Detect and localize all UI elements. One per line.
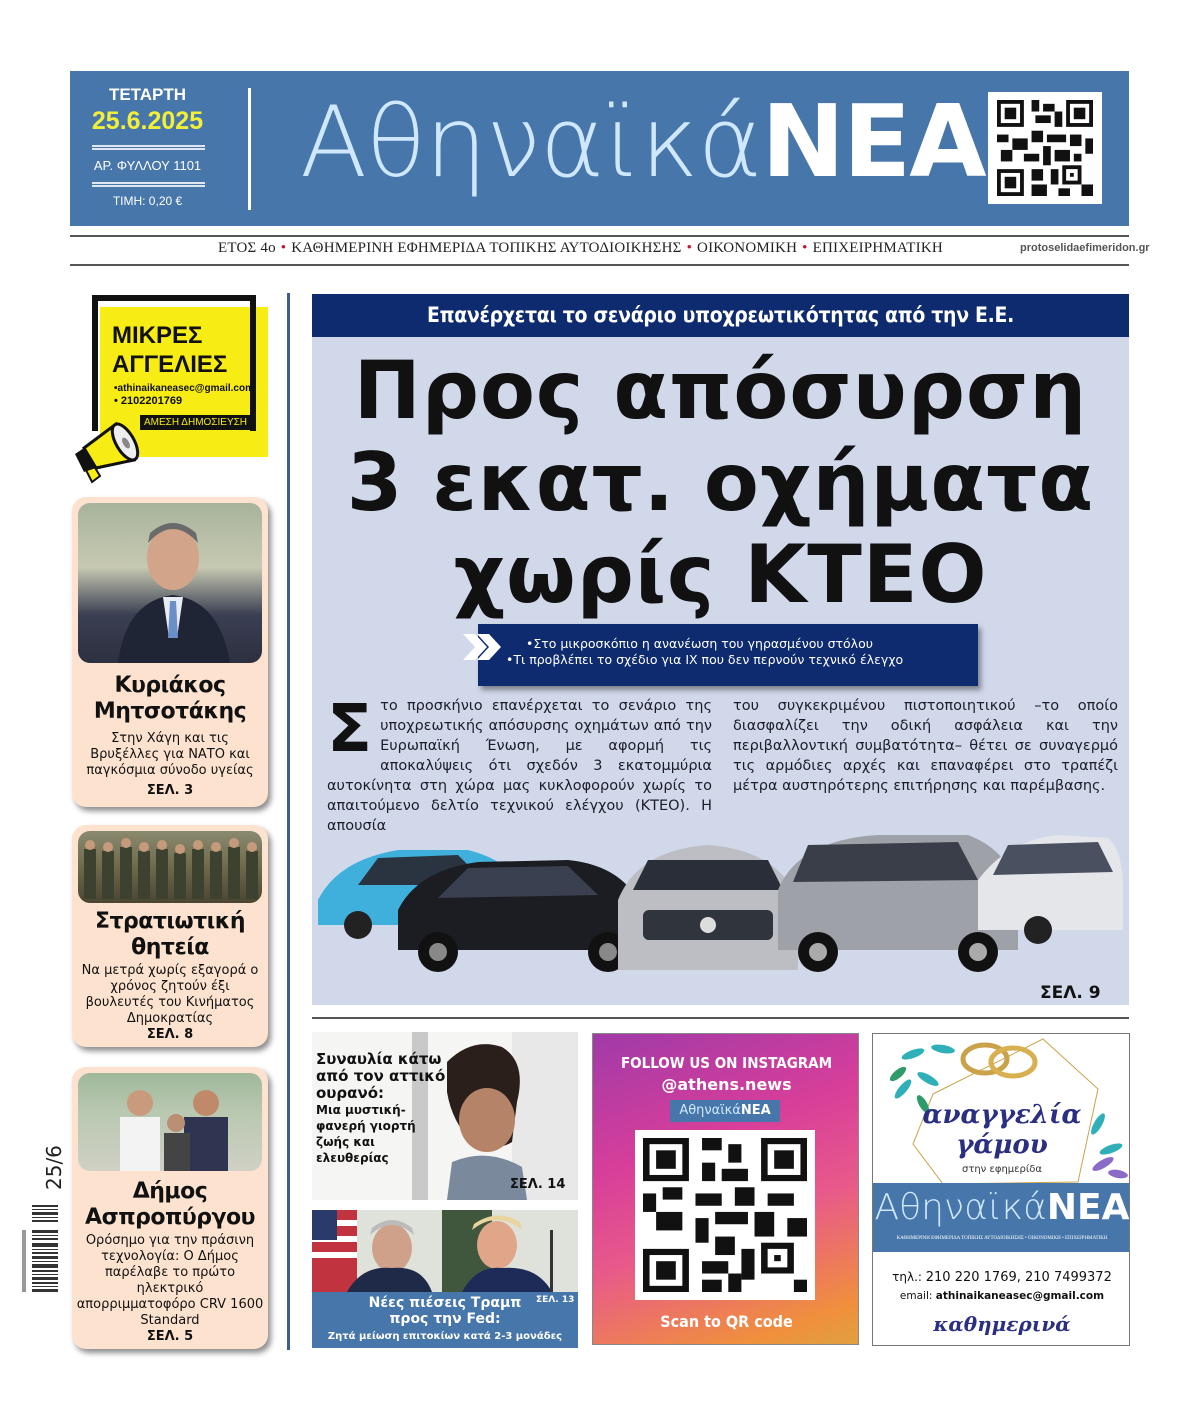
ad-title — [873, 1100, 1130, 1160]
story-kicker: Επανέρχεται το σενάριο υποχρεωτικότητας από την Ε.Ε. — [312, 294, 1129, 337]
card-title-line: Κυριάκος — [114, 673, 226, 698]
weekday: ΤΕΤΑΡΤΗ — [108, 85, 187, 104]
story-body-column-1 — [327, 690, 712, 836]
card-title-line: Ασπροπύργου — [85, 1205, 255, 1230]
headline-line: χωρίς ΚΤΕΟ — [453, 528, 988, 621]
card-title-line: Δήμος — [132, 1179, 208, 1204]
cars-photo — [318, 830, 1123, 980]
headline-line: Προς απόσυρση — [353, 344, 1088, 437]
page-ref: ΣΕΛ. 13 — [536, 1295, 575, 1305]
tagline-item: ΕΠΙΧΕΙΡΗΜΑΤΙΚΗ — [812, 240, 943, 256]
card-summary: Να μετρά χωρίς εξαγορά ο χρόνος ζητούν έξι βουλευτές του Κινήματος Δημοκρατίας — [81, 963, 259, 1026]
tagline-item: ΟΙΚΟΝΟΜΙΚΗ — [697, 240, 798, 256]
instagram-handle[interactable]: @athens.news — [661, 1075, 792, 1094]
card-title-line: Μητσοτάκης — [93, 699, 247, 724]
megaphone-icon — [72, 410, 142, 489]
teaser-subtitle: Μια μυστική-φανερή γιορτή ζωής και ελευθερίας — [316, 1103, 416, 1165]
promo-title: FOLLOW US ON INSTAGRAM — [620, 1054, 833, 1072]
double-chevron-icon — [463, 632, 507, 666]
divider — [92, 182, 205, 187]
teaser-fed[interactable] — [312, 1210, 578, 1348]
ad-phone — [873, 1270, 1130, 1285]
teaser-title-line: Νέες πιέσεις Τραμπ — [368, 1295, 522, 1311]
card-title-line: Στρατιωτική — [94, 909, 246, 934]
card-summary: Ορόσημο για την πράσινη τεχνολογία: Ο Δήμος παρέλαβε το πρώτο ηλεκτρικό απορριμματοφόρο CRV 1600 Standard — [76, 1233, 264, 1328]
email-label: email: — [899, 1290, 933, 1302]
soldiers-photo — [78, 831, 262, 903]
barcode — [14, 1145, 66, 1300]
ad-title-line: ΜΙΚΡΕΣ — [112, 322, 203, 349]
rule — [312, 1017, 1129, 1019]
card-summary: Στην Χάγη και τις Βρυξέλλες για ΝΑΤΟ και παγκόσμια σύνοδο υγείας — [86, 731, 254, 778]
highlight-item: •Τι προβλέπει το σχέδιο για ΙΧ που δεν περνούν τεχνικό έλεγχο — [506, 652, 904, 667]
qr-code-icon[interactable] — [635, 1130, 815, 1300]
scan-cta: Scan to QR code — [660, 1312, 793, 1331]
teaser-title: Συναυλία κάτω από τον αττικό ουρανό: — [316, 1050, 446, 1102]
issue-date: 25.6.2025 — [91, 107, 204, 135]
card-title — [72, 909, 268, 961]
tagline-year: ΕΤΟΣ 4ο — [218, 240, 276, 256]
sidebar-story-military[interactable] — [72, 825, 268, 1047]
story-body-column-2 — [733, 696, 1118, 796]
logo-tagline: ΚΑΘΗΜΕΡΙΝΗ ΕΦΗΜΕΡΙΔΑ ΤΟΠΙΚΗΣ ΑΥΤΟΔΙΟΙΚΗΣΗΣ • ΟΙΚΟΝΟΜΙΚΗ • ΕΠΙΧΕΙΡΗΜΑΤΙΚΗ — [896, 1236, 1108, 1241]
logo-light-text: Αθηναϊκά — [874, 1187, 1047, 1228]
ad-footer: καθημερινά — [933, 1312, 1071, 1336]
headline-line: 3 εκατ. οχήματα — [346, 436, 1095, 529]
newspaper-logo — [670, 1100, 780, 1122]
rule — [70, 235, 1129, 237]
ad-email: •athinaikaneasec@gmail.com — [114, 383, 254, 394]
ad-title-line: ΑΓΓΕΛΙΕΣ — [112, 351, 228, 378]
issue-number: ΑΡ. ΦΥΛΛΟΥ 1101 — [93, 158, 202, 173]
divider — [248, 88, 251, 210]
tagline-item: ΚΑΘΗΜΕΡΙΝΗ ΕΦΗΜΕΡΙΔΑ ΤΟΠΙΚΗΣ ΑΥΤΟΔΙΟΙΚΗΣΗΣ — [291, 240, 682, 256]
teaser-subtitle: Ζητά μείωση επιτοκίων κατά 2-3 μονάδες — [327, 1331, 563, 1342]
instagram-promo[interactable] — [592, 1033, 859, 1345]
page-ref: ΣΕΛ. 3 — [146, 783, 194, 798]
newspaper-logo — [300, 83, 985, 213]
card-title — [72, 1179, 268, 1231]
logo-light-text: Αθηναϊκά — [300, 86, 762, 200]
ad-contact — [114, 383, 254, 407]
story-highlights — [478, 624, 978, 686]
ad-email — [873, 1290, 1130, 1302]
card-title — [72, 673, 268, 725]
page-ref: ΣΕΛ. 14 — [510, 1177, 566, 1192]
lead-headline[interactable] — [312, 345, 1129, 621]
logo-bold-text: ΝΕΑ — [740, 1103, 771, 1118]
price: ΤΙΜΗ: 0,20 € — [112, 194, 183, 208]
phone-numbers: 210 220 1769, 210 7499372 — [925, 1270, 1112, 1285]
tagline: ΕΤΟΣ 4ο • ΚΑΘΗΜΕΡΙΝΗ ΕΦΗΜΕΡΙΔΑ ΤΟΠΙΚΗΣ ΑΥΤΟΔΙΟΙΚΗΣΗΣ • ΟΙΚΟΝΟΜΙΚΗ • ΕΠΙΧΕΙΡΗΜΑΤΙΚΗ — [218, 240, 943, 256]
body-text: το προσκήνιο επανέρχεται το σενάριο της υποχρεωτικής απόσυρσης οχημάτων από την Ευρωπαϊκή Ένωση, με αφορμή τις αποκαλύψεις ότι σχεδόν 3 εκατομμύρια αυτοκίνητα στη χώρα μας κυκλοφορούν χωρίς το απαιτούμενο δελτίο τεχνικού ελέγχου (ΚΤΕΟ). Η απουσία — [327, 698, 712, 834]
page-ref: ΣΕΛ. 5 — [146, 1329, 194, 1344]
qr-code-icon[interactable] — [988, 92, 1102, 204]
card-title-line: θητεία — [131, 935, 209, 960]
wedding-announcement-ad[interactable] — [872, 1033, 1130, 1346]
logo-light-text: Αθηναϊκά — [679, 1103, 741, 1118]
phone-label: τηλ.: — [892, 1270, 922, 1284]
page-ref: ΣΕΛ. 9 — [1040, 983, 1101, 1003]
officials-photo — [78, 1073, 262, 1171]
ad-badge: ΑΜΕΣΗ ΔΗΜΟΣΙΕΥΣΗ — [140, 415, 251, 430]
sidebar-story-mitsotakis[interactable] — [72, 497, 268, 807]
teaser-title-line: προς την Fed: — [389, 1311, 501, 1327]
barcode-date: 25/6 — [42, 1145, 66, 1190]
column-divider — [287, 293, 290, 1350]
politician-photo — [78, 503, 262, 663]
rule — [70, 264, 1129, 266]
ad-phone: • 2102201769 — [114, 395, 183, 407]
ad-title-line: γάμου — [956, 1130, 1048, 1160]
source-site: protoselidaefimeridon.gr — [1020, 242, 1150, 254]
ad-title-line: αναγγελία — [922, 1100, 1082, 1130]
logo-bold-text: ΝΕΑ — [761, 83, 985, 200]
sidebar-story-aspropyrgos[interactable] — [72, 1067, 268, 1349]
ad-subtitle: στην εφημερίδα — [961, 1164, 1042, 1175]
ad-title — [112, 321, 227, 379]
drop-cap: Σ — [327, 690, 373, 767]
divider — [92, 145, 205, 150]
highlight-item: •Στο μικροσκόπιο η ανανέωση του γηρασμένου στόλου — [526, 636, 873, 651]
logo-bold-text: ΝΕΑ — [1046, 1187, 1130, 1228]
masthead — [70, 71, 1129, 226]
body-text: του συγκεκριμένου πιστοποιητικού –το οποίο διασφαλίζει την οδική ασφάλεια και την περιβαλλοντική συμβατότητα– θέτει σε συναγερμό τις αρμόδιες αρχές και επαναφέρει στο τραπέζι μέτρα αυστηρότερης επιτήρησης και παρέμβασης. — [733, 698, 1118, 794]
newspaper-logo — [873, 1187, 1130, 1228]
email-address[interactable]: athinaikaneasec@gmail.com — [935, 1290, 1105, 1302]
teaser-concert[interactable] — [312, 1032, 578, 1200]
page-ref: ΣΕΛ. 8 — [146, 1027, 194, 1042]
